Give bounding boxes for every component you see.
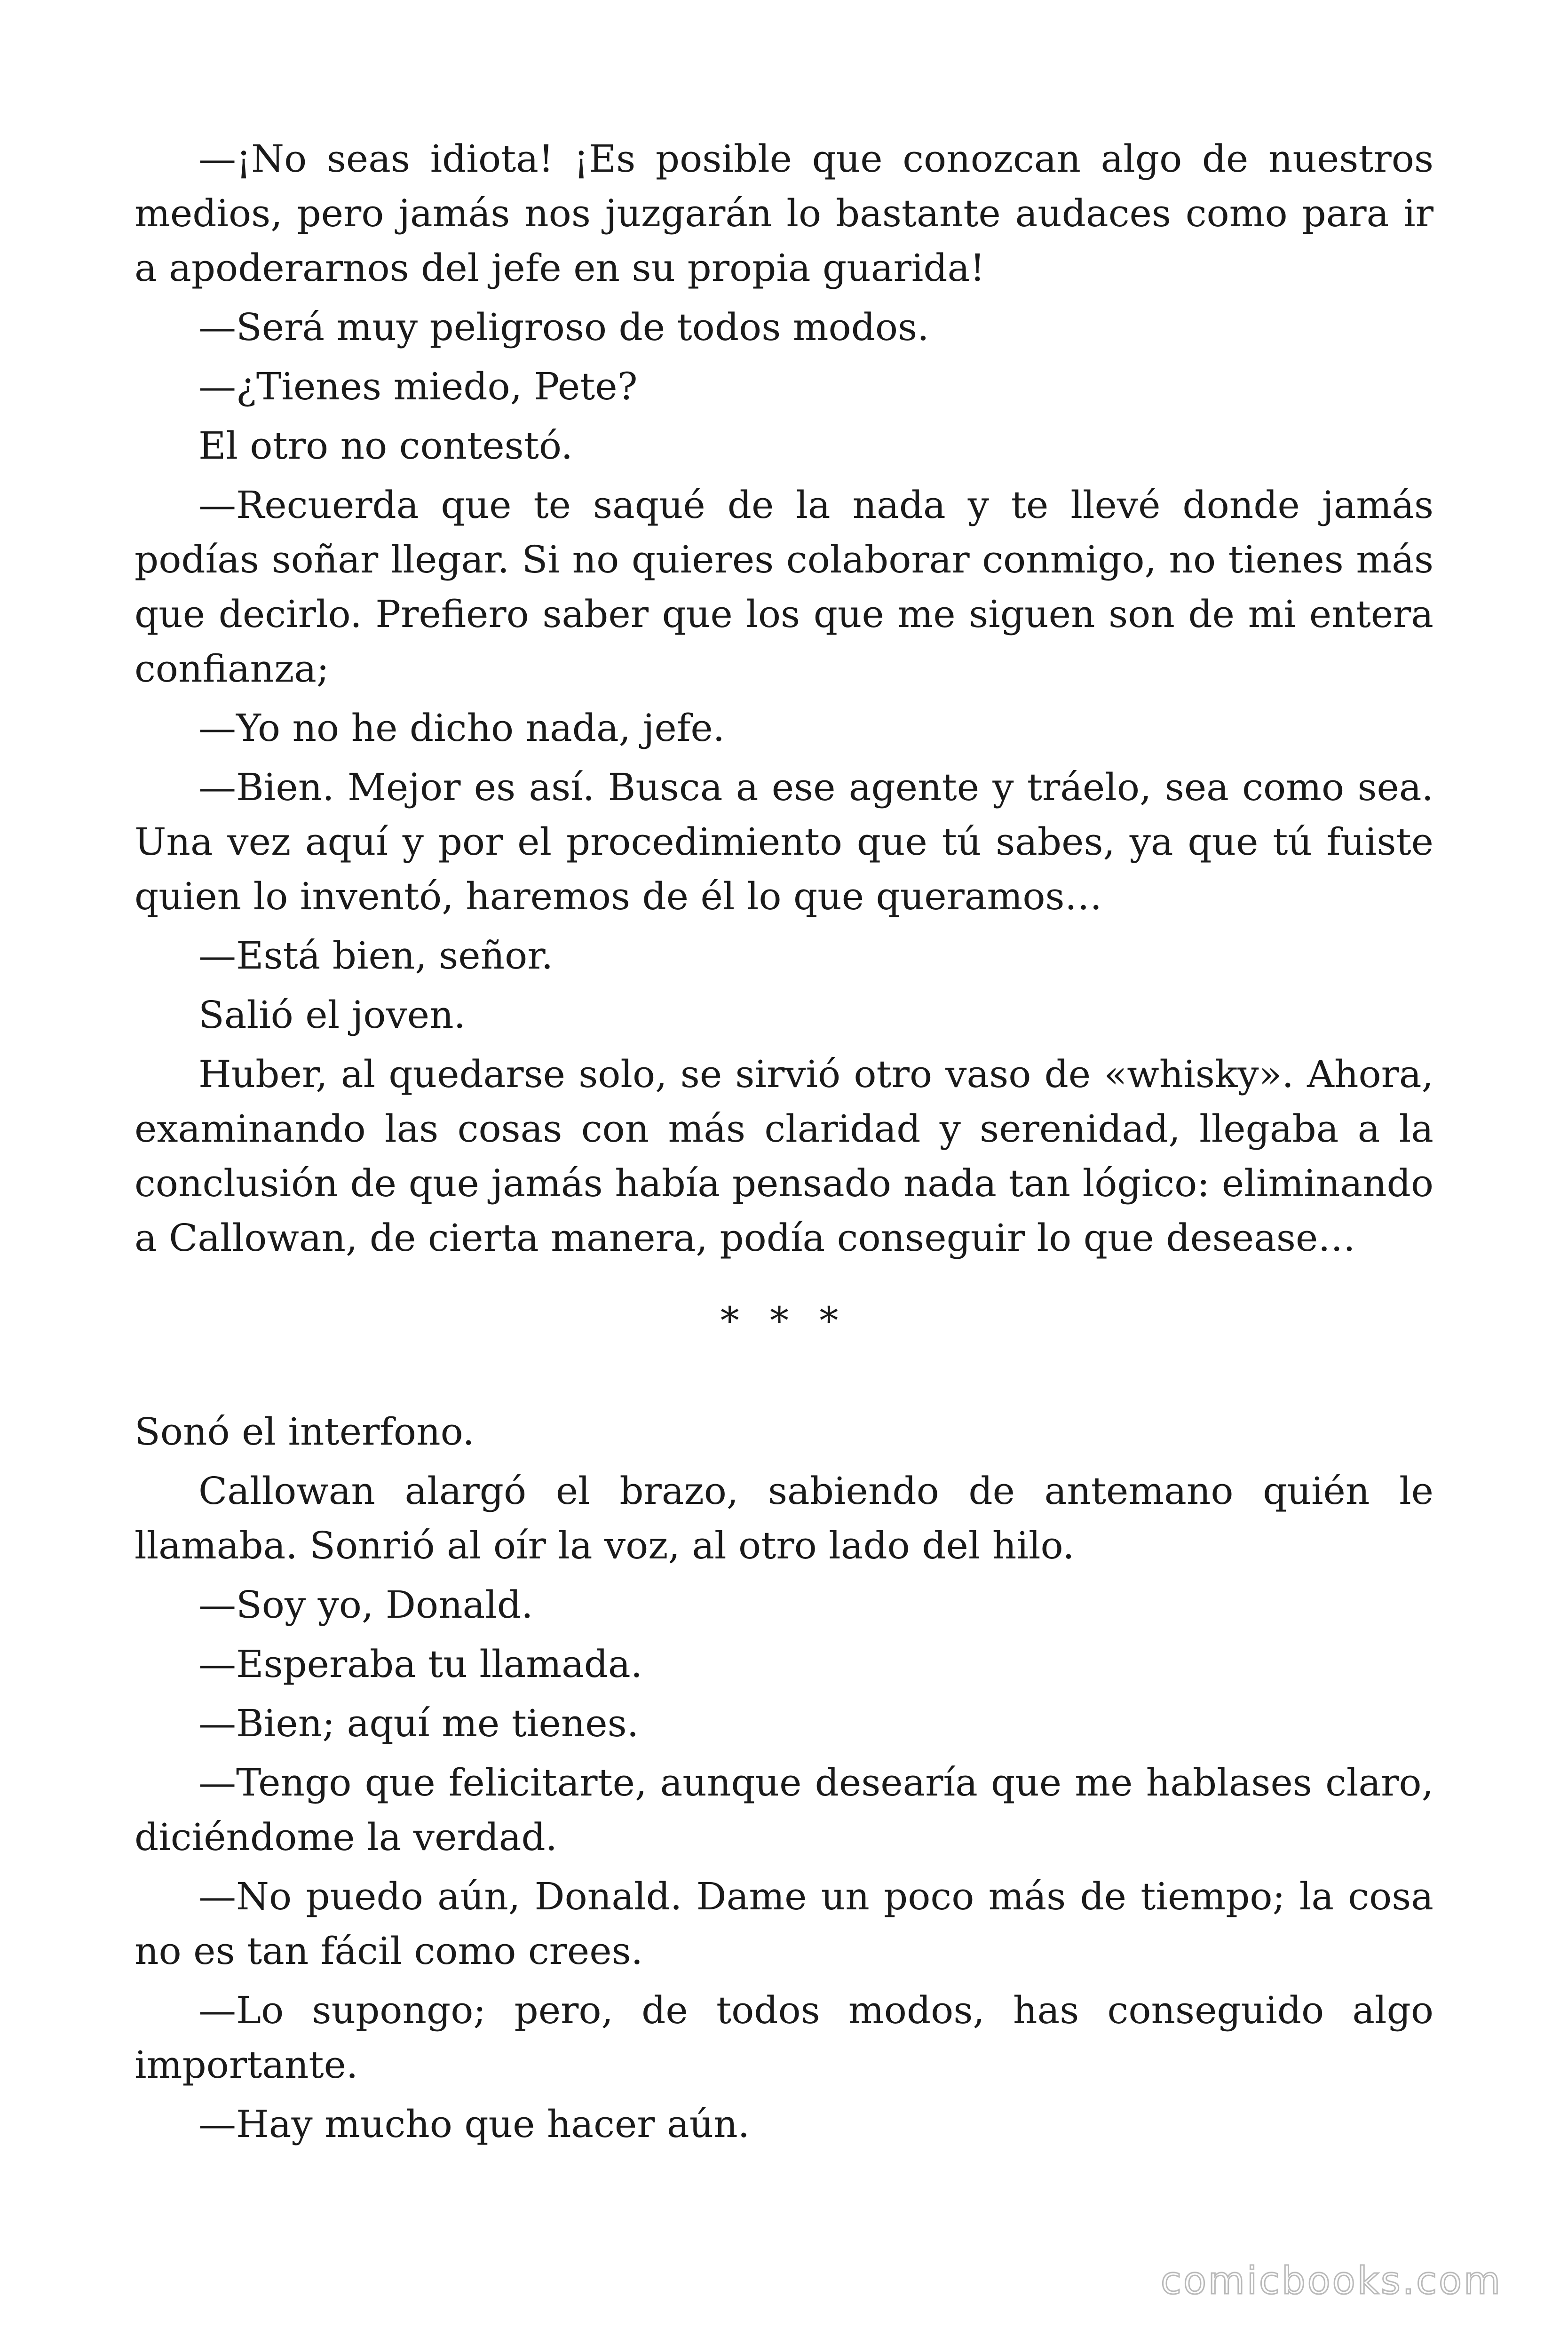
paragraph: —No puedo aún, Donald. Dame un poco más de tiempo; la cosa no es tan fácil como crees. — [135, 1875, 1433, 1973]
paragraph: —Bien; aquí me tienes. — [198, 1701, 639, 1745]
scene-separator: * * * — [720, 1299, 848, 1343]
paragraph: —Tengo que felicitarte, aunque desearía que me hablases claro, diciéndome la verdad. — [135, 1761, 1433, 1859]
paragraph: —Soy yo, Donald. — [198, 1583, 533, 1627]
paragraph: —¿Tienes miedo, Pete? — [198, 365, 638, 408]
paragraph: —Recuerda que te saqué de la nada y te llevé donde jamás podías soñar llegar. Si no quieres colaborar conmigo, no tienes más que decirlo. Prefiero saber que los que me siguen son de mi entera confianza; — [135, 483, 1433, 691]
page-text — [135, 132, 1433, 2156]
paragraph: Salió el joven. — [198, 993, 466, 1037]
paragraph: Callowan alargó el brazo, sabiendo de antemano quién le llamaba. Sonrió al oír la voz, al otro lado del hilo. — [135, 1469, 1433, 1567]
paragraph: —¡No seas idiota! ¡Es posible que conozcan algo de nuestros medios, pero jamás nos juzgarán lo bastante audaces como para ir a apoderarnos del jefe en su propia guarida! — [135, 137, 1433, 290]
paragraph: —Bien. Mejor es así. Busca a ese agente y tráelo, sea como sea. Una vez aquí y por el procedimiento que tú sabes, ya que tú fuiste quien lo inventó, haremos de él lo que queramos… — [135, 765, 1433, 918]
paragraph: —Está bien, señor. — [198, 934, 554, 977]
watermark: comicbooks.com — [1160, 2259, 1502, 2303]
paragraph: —Esperaba tu llamada. — [198, 1642, 643, 1686]
paragraph: —Yo no he dicho nada, jefe. — [198, 706, 725, 750]
paragraph: Huber, al quedarse solo, se sirvió otro vaso de «whisky». Ahora, examinando las cosas con más claridad y serenidad, llegaba a la conclusión de que jamás había pensado nada tan lógico: eliminando a Callowan, de cierta manera, podía conseguir lo que desease… — [135, 1052, 1433, 1260]
paragraph: —Será muy peligroso de todos modos. — [198, 305, 929, 349]
paragraph: —Hay mucho que hacer aún. — [198, 2102, 750, 2146]
paragraph: Sonó el interfono. — [135, 1410, 475, 1454]
paragraph: El otro no contestó. — [198, 424, 573, 468]
paragraph: —Lo supongo; pero, de todos modos, has conseguido algo importante. — [135, 1988, 1433, 2087]
